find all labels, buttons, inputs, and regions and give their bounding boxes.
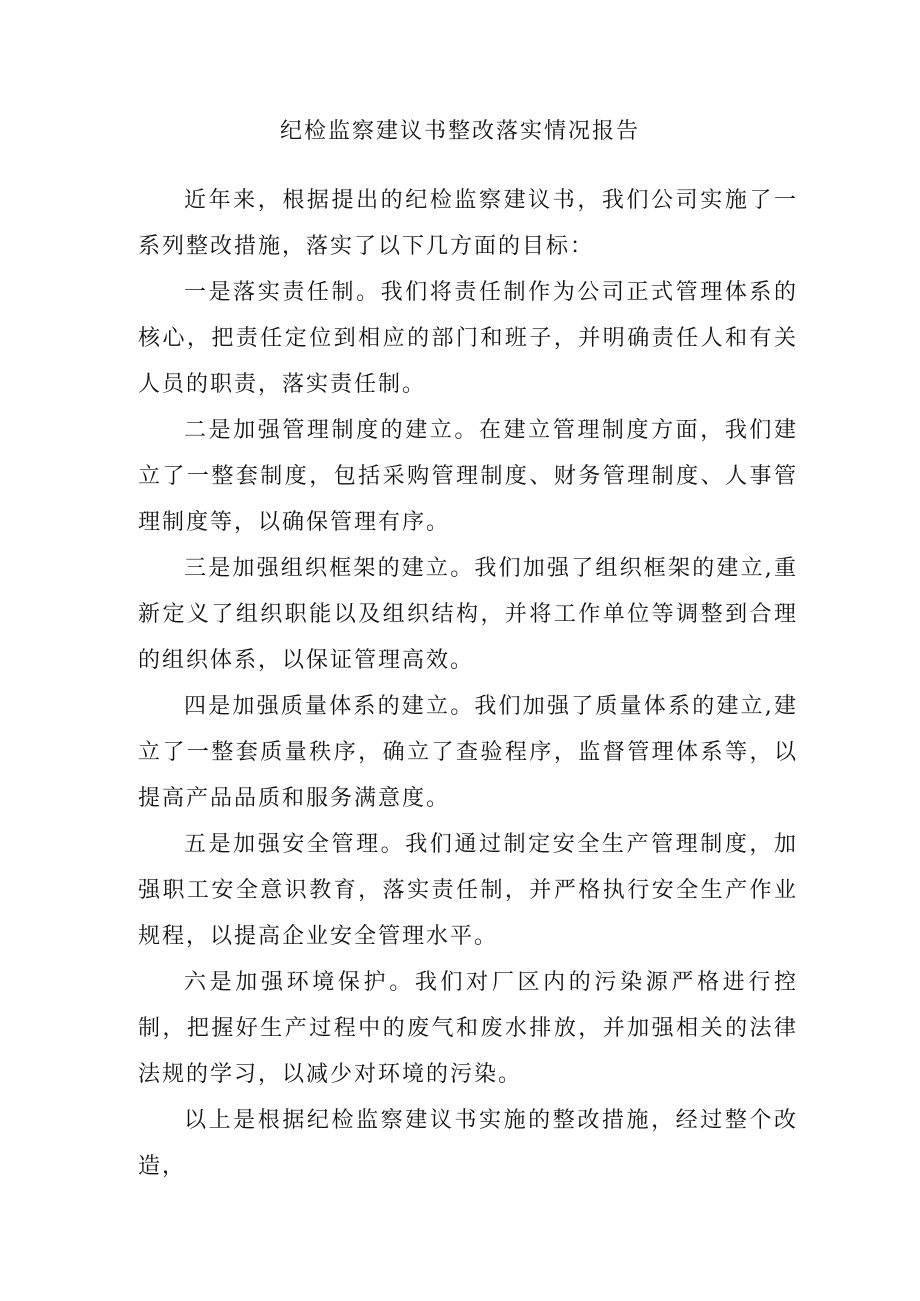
paragraph-organization: 三是加强组织框架的建立。我们加强了组织框架的建立,重新定义了组织职能以及组织结构，并将工作单位等调整到合理的组织体系，以保证管理高效。 xyxy=(138,556,798,673)
document-body xyxy=(138,178,798,1190)
paragraph-responsibility: 一是落实责任制。我们将责任制作为公司正式管理体系的核心，把责任定位到相应的部门和班子，并明确责任人和有关人员的职责，落实责任制。 xyxy=(138,280,798,397)
paragraph-environment: 六是加强环境保护。我们对厂区内的污染源严格进行控制，把握好生产过程中的废气和废水排放，并加强相关的法律法规的学习，以减少对环境的污染。 xyxy=(138,970,798,1087)
paragraph-quality: 四是加强质量体系的建立。我们加强了质量体系的建立,建立了一整套质量秩序，确立了查验程序，监督管理体系等，以提高产品品质和服务满意度。 xyxy=(138,694,798,811)
document-title: 纪检监察建议书整改落实情况报告 xyxy=(279,119,640,144)
paragraph-conclusion: 以上是根据纪检监察建议书实施的整改措施，经过整个改造， xyxy=(138,1108,798,1179)
paragraph-intro: 近年来，根据提出的纪检监察建议书，我们公司实施了一系列整改措施，落实了以下几方面的目标： xyxy=(138,188,798,259)
paragraph-safety: 五是加强安全管理。我们通过制定安全生产管理制度，加强职工安全意识教育，落实责任制，并严格执行安全生产作业规程，以提高企业安全管理水平。 xyxy=(138,832,798,949)
paragraph-management-system: 二是加强管理制度的建立。在建立管理制度方面，我们建立了一整套制度，包括采购管理制度、财务管理制度、人事管理制度等，以确保管理有序。 xyxy=(138,418,798,535)
